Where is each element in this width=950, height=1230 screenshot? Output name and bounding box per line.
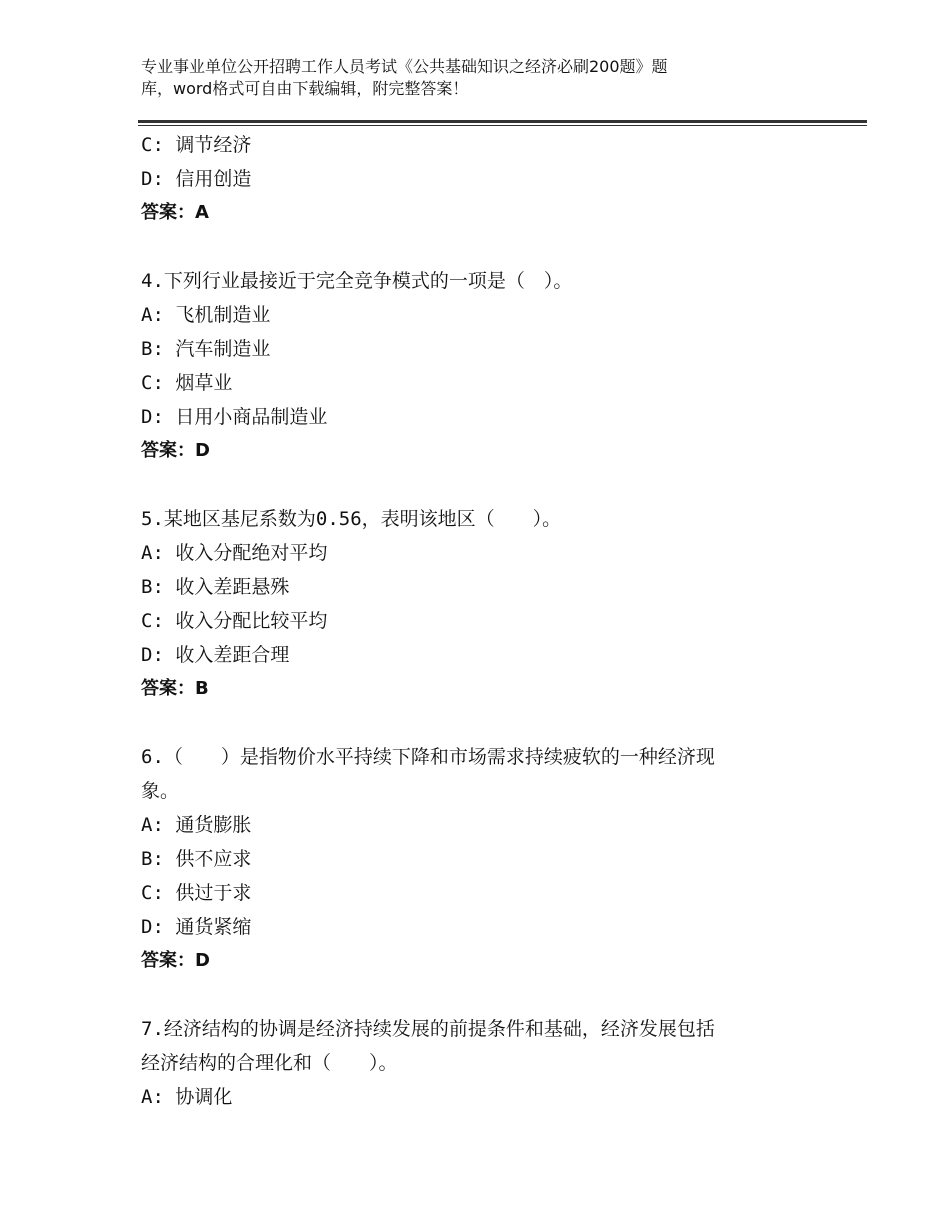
q5-stem: 5.某地区基尼系数为0.56，表明该地区（ ）。 (141, 508, 562, 530)
q4-option-a: A: 飞机制造业 (141, 304, 271, 326)
spacer (141, 230, 821, 264)
q3-option-c: C: 调节经济 (141, 134, 252, 156)
q4-answer: 答案：D (141, 440, 210, 461)
q7-stem-line-1: 7.经济结构的协调是经济持续发展的前提条件和基础，经济发展包括 (141, 1018, 715, 1040)
q3-answer: 答案：A (141, 202, 209, 223)
document-header (141, 56, 781, 100)
q6-option-a: A: 通货膨胀 (141, 814, 252, 836)
q6-stem-line-1: 6.（ ）是指物价水平持续下降和市场需求持续疲软的一种经济现 (141, 746, 715, 768)
q7-stem-line-2: 经济结构的合理化和（ ）。 (141, 1052, 398, 1074)
q5-option-b: B: 收入差距悬殊 (141, 576, 290, 598)
q6-stem-line-2: 象。 (141, 780, 180, 802)
spacer (141, 468, 821, 502)
q6-option-b: B: 供不应求 (141, 848, 252, 870)
q5-option-c: C: 收入分配比较平均 (141, 610, 328, 632)
header-rule-thin (138, 125, 867, 126)
q4-option-d: D: 日用小商品制造业 (141, 406, 328, 428)
q6-answer: 答案：D (141, 950, 210, 971)
spacer (141, 706, 821, 740)
header-rule-thick (138, 120, 867, 123)
question-list (141, 128, 821, 1114)
q6-option-d: D: 通货紧缩 (141, 916, 252, 938)
q4-stem: 4.下列行业最接近于完全竞争模式的一项是（ ）。 (141, 270, 573, 292)
q5-option-a: A: 收入分配绝对平均 (141, 542, 328, 564)
spacer (141, 978, 821, 1012)
q4-option-b: B: 汽车制造业 (141, 338, 271, 360)
header-title-line-2: 库，word格式可自由下载编辑，附完整答案！ (141, 79, 469, 98)
q3-option-d: D: 信用创造 (141, 168, 252, 190)
q5-answer: 答案：B (141, 678, 209, 699)
q4-option-c: C: 烟草业 (141, 372, 233, 394)
header-title-line-1: 专业事业单位公开招聘工作人员考试《公共基础知识之经济必刷200题》题 (141, 57, 668, 76)
q6-option-c: C: 供过于求 (141, 882, 252, 904)
q5-option-d: D: 收入差距合理 (141, 644, 290, 666)
q7-option-a: A: 协调化 (141, 1086, 233, 1108)
